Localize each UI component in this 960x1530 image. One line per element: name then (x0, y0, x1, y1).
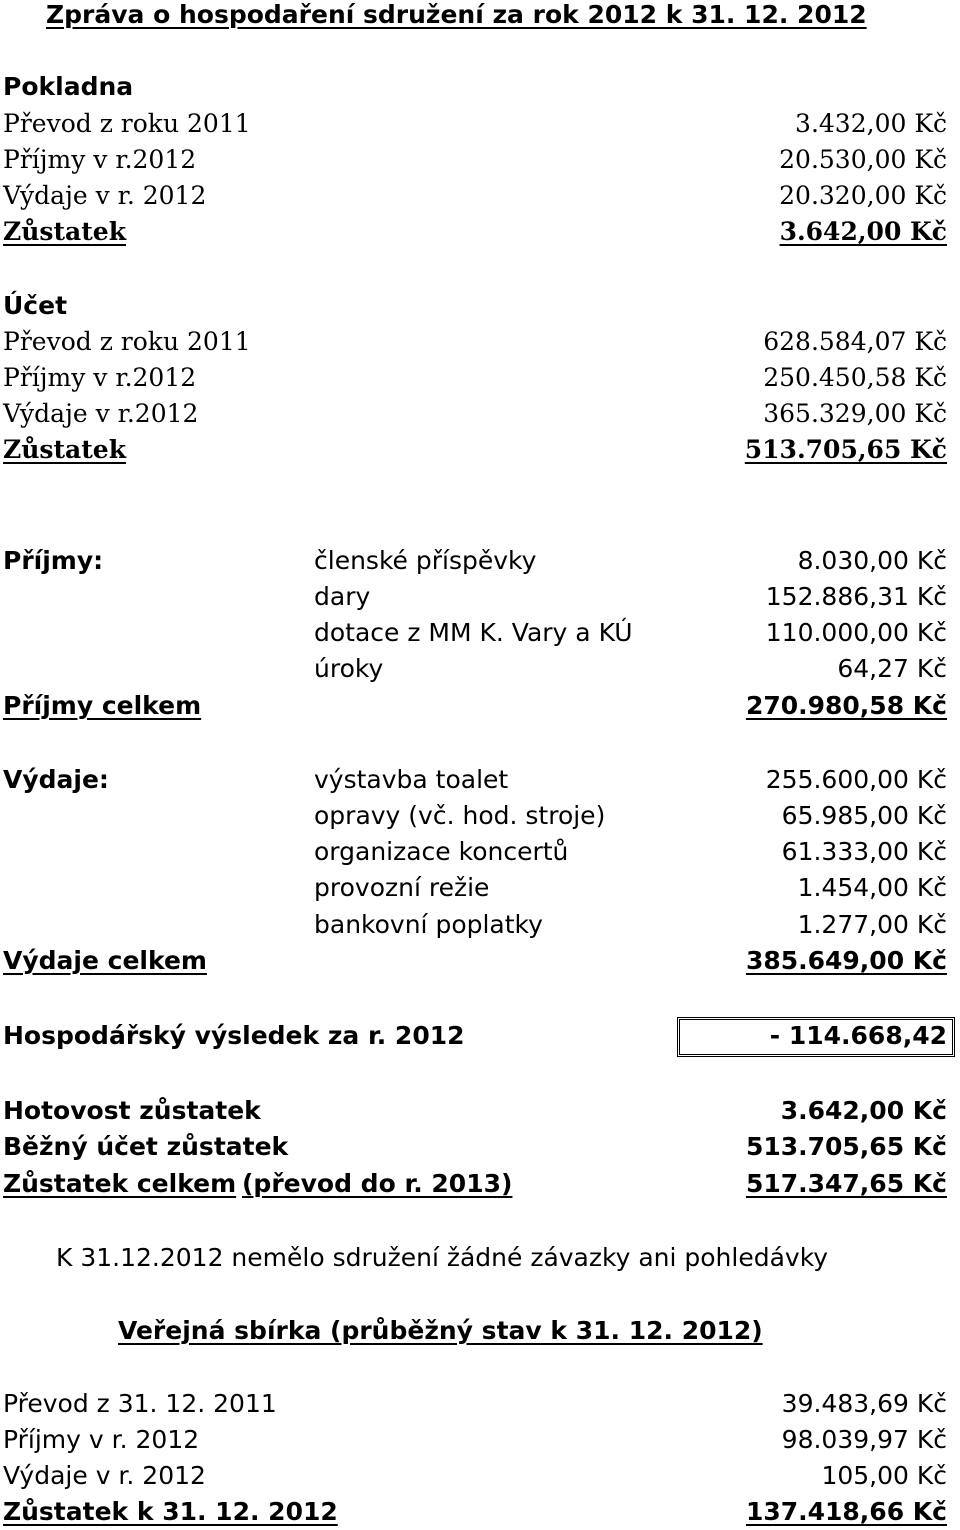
sbirka-total-value: 137.418,66 Kč (745, 1497, 947, 1526)
report-title: Zpráva o hospodaření sdružení za rok 2012 k 31. 12. 2012 (46, 0, 867, 29)
liabilities-note: K 31.12.2012 nemělo sdružení žádné závazky ani pohledávky (56, 1243, 829, 1272)
ucet-total-label: Zůstatek (3, 435, 127, 464)
sbirka-row-value: 39.483,69 Kč (781, 1389, 947, 1418)
sbirka-row-label: Převod z 31. 12. 2011 (3, 1389, 277, 1418)
sbirka-row-value: 105,00 Kč (821, 1461, 947, 1490)
vydaje-item-value: 1.454,00 Kč (797, 873, 947, 902)
sbirka-row-value: 98.039,97 Kč (781, 1425, 947, 1454)
prijmy-item-value: 64,27 Kč (837, 654, 947, 683)
pokladna-heading: Pokladna (3, 72, 134, 101)
ucet-row-label: Převod z roku 2011 (3, 327, 251, 356)
prijmy-item-value: 8.030,00 Kč (797, 546, 947, 575)
vydaje-item-value: 1.277,00 Kč (797, 910, 947, 939)
prijmy-item-label: dary (314, 582, 371, 611)
prijmy-heading: Příjmy: (3, 546, 104, 575)
sbirka-row-label: Výdaje v r. 2012 (3, 1461, 206, 1490)
pokladna-row-value: 20.530,00 Kč (779, 145, 947, 174)
vydaje-item-label: bankovní poplatky (314, 910, 543, 939)
vydaje-item-label: provozní režie (314, 873, 490, 902)
vydaje-item-label: opravy (vč. hod. stroje) (314, 801, 606, 830)
sbirka-total-label: Zůstatek k 31. 12. 2012 (3, 1497, 338, 1526)
ucet-row-value: 628.584,07 Kč (763, 327, 947, 356)
pokladna-row-label: Převod z roku 2011 (3, 109, 251, 138)
sbirka-heading: Veřejná sbírka (průběžný stav k 31. 12. 2012) (118, 1316, 763, 1345)
prijmy-item-label: členské příspěvky (314, 546, 537, 575)
vydaje-total-value: 385.649,00 Kč (745, 946, 947, 975)
prijmy-item-value: 110.000,00 Kč (765, 618, 947, 647)
vydaje-heading: Výdaje: (3, 765, 109, 794)
ucet-row-label: Výdaje v r.2012 (3, 399, 199, 428)
ucet-row-value: 365.329,00 Kč (763, 399, 947, 428)
ucet-row-value: 250.450,58 Kč (763, 363, 947, 392)
prijmy-total-value: 270.980,58 Kč (745, 691, 947, 720)
account-balance-value: 513.705,65 Kč (745, 1132, 947, 1161)
pokladna-row-label: Výdaje v r. 2012 (3, 181, 207, 210)
account-balance-label: Běžný účet zůstatek (3, 1132, 289, 1161)
total-balance-label: Zůstatek celkem (3, 1169, 237, 1198)
result-label: Hospodářský výsledek za r. 2012 (3, 1021, 465, 1050)
vydaje-item-value: 65.985,00 Kč (781, 801, 947, 830)
pokladna-row-label: Příjmy v r.2012 (3, 145, 197, 174)
pokladna-row-value: 3.432,00 Kč (795, 109, 947, 138)
prijmy-item-label: úroky (314, 654, 384, 683)
cash-balance-label: Hotovost zůstatek (3, 1096, 261, 1125)
vydaje-total-label: Výdaje celkem (3, 946, 207, 975)
prijmy-total-label: Příjmy celkem (3, 691, 202, 720)
result-value: - 114.668,42 (769, 1021, 947, 1050)
vydaje-item-label: organizace koncertů (314, 837, 569, 866)
total-balance-note: (převod do r. 2013) (242, 1169, 513, 1198)
ucet-total-value: 513.705,65 Kč (744, 435, 947, 464)
cash-balance-value: 3.642,00 Kč (780, 1096, 947, 1125)
vydaje-item-label: výstavba toalet (314, 765, 509, 794)
total-balance-value: 517.347,65 Kč (745, 1169, 947, 1198)
pokladna-total-value: 3.642,00 Kč (779, 217, 947, 246)
prijmy-item-value: 152.886,31 Kč (765, 582, 947, 611)
sbirka-row-label: Příjmy v r. 2012 (3, 1425, 200, 1454)
prijmy-item-label: dotace z MM K. Vary a KÚ (314, 618, 633, 647)
ucet-row-label: Příjmy v r.2012 (3, 363, 197, 392)
pokladna-total-label: Zůstatek (3, 217, 127, 246)
vydaje-item-value: 255.600,00 Kč (765, 765, 947, 794)
vydaje-item-value: 61.333,00 Kč (781, 837, 947, 866)
pokladna-row-value: 20.320,00 Kč (779, 181, 947, 210)
ucet-heading: Účet (3, 291, 68, 320)
